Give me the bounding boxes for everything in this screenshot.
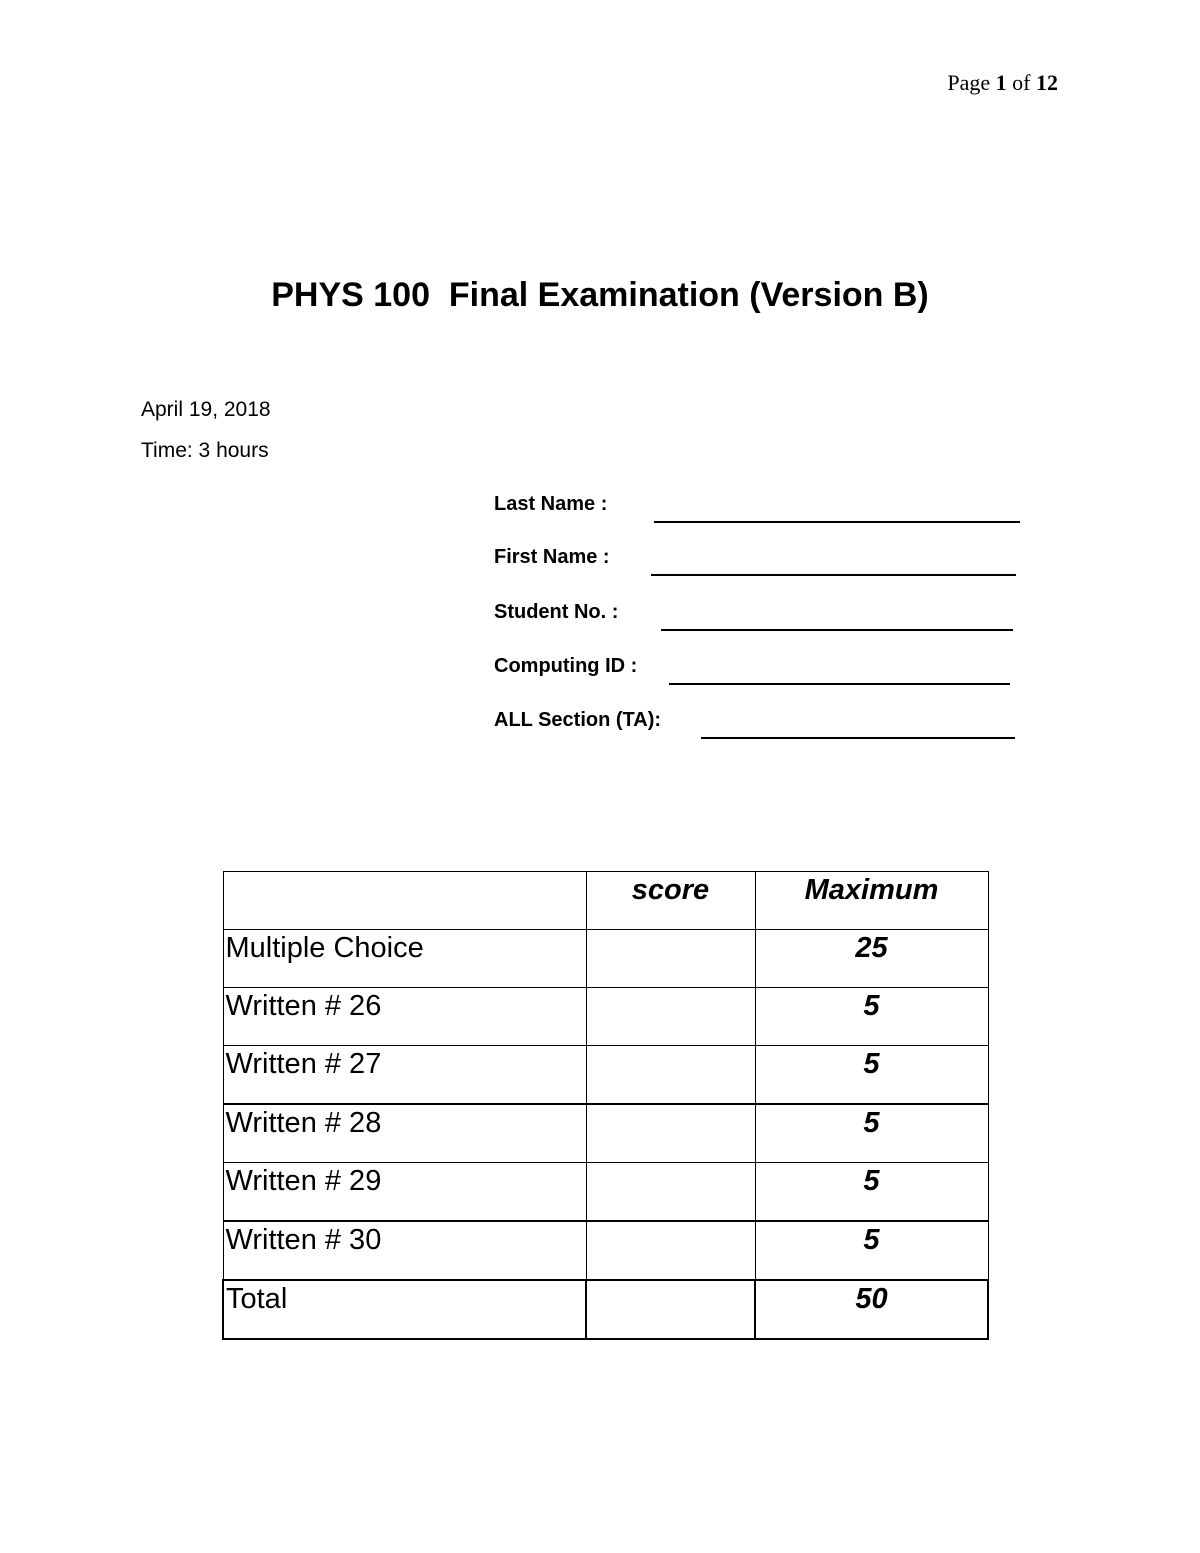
table-row	[223, 1046, 988, 1105]
table-row	[223, 1163, 988, 1222]
exam-duration: Time: 3 hours	[141, 439, 269, 462]
max-cell: 5	[755, 1104, 988, 1163]
row-label: Written # 27	[223, 1046, 586, 1105]
total-label: Total	[223, 1280, 586, 1339]
exam-date: April 19, 2018	[141, 398, 271, 421]
score-cell[interactable]	[586, 1104, 755, 1163]
row-label: Multiple Choice	[223, 930, 586, 988]
header-maximum: Maximum	[755, 872, 988, 930]
row-label: Written # 30	[223, 1221, 586, 1280]
exam-title: PHYS 100 Final Examination (Version B)	[271, 276, 929, 314]
header-blank	[223, 872, 586, 930]
score-cell[interactable]	[586, 988, 755, 1046]
total-max-cell: 50	[755, 1280, 988, 1339]
computing-id-line[interactable]	[669, 683, 1010, 685]
table-row	[223, 1104, 988, 1163]
student-no-field[interactable]	[494, 601, 1024, 631]
max-cell: 5	[755, 1221, 988, 1280]
last-name-line[interactable]	[654, 521, 1020, 523]
score-cell[interactable]	[586, 1221, 755, 1280]
all-section-label: ALL Section (TA):	[494, 709, 662, 731]
computing-id-field[interactable]	[494, 655, 1024, 685]
max-cell: 5	[755, 1046, 988, 1105]
page-current: 1	[995, 70, 1007, 95]
score-table	[222, 871, 989, 1340]
student-no-line[interactable]	[661, 629, 1013, 631]
header-score: score	[586, 872, 755, 930]
page-mid: of	[1006, 70, 1036, 95]
page-total: 12	[1036, 70, 1058, 95]
max-cell: 5	[755, 988, 988, 1046]
page-prefix: Page	[947, 70, 996, 95]
first-name-field[interactable]	[494, 546, 1024, 576]
score-cell[interactable]	[586, 930, 755, 988]
all-section-field[interactable]	[494, 709, 1024, 739]
table-row	[223, 1221, 988, 1280]
total-score-cell[interactable]	[586, 1280, 755, 1339]
table-row	[223, 988, 988, 1046]
score-cell[interactable]	[586, 1046, 755, 1105]
score-cell[interactable]	[586, 1163, 755, 1222]
row-label: Written # 26	[223, 988, 586, 1046]
last-name-field[interactable]	[494, 493, 1024, 523]
row-label: Written # 28	[223, 1104, 586, 1163]
total-row	[223, 1280, 988, 1339]
first-name-label: First Name :	[494, 546, 610, 568]
all-section-line[interactable]	[701, 737, 1015, 739]
computing-id-label: Computing ID :	[494, 655, 638, 677]
first-name-line[interactable]	[651, 574, 1016, 576]
max-cell: 5	[755, 1163, 988, 1222]
table-header-row	[223, 872, 988, 930]
max-cell: 25	[755, 930, 988, 988]
table-row	[223, 930, 988, 988]
last-name-label: Last Name :	[494, 493, 608, 515]
page-number	[947, 70, 1058, 96]
row-label: Written # 29	[223, 1163, 586, 1222]
student-no-label: Student No. :	[494, 601, 619, 623]
